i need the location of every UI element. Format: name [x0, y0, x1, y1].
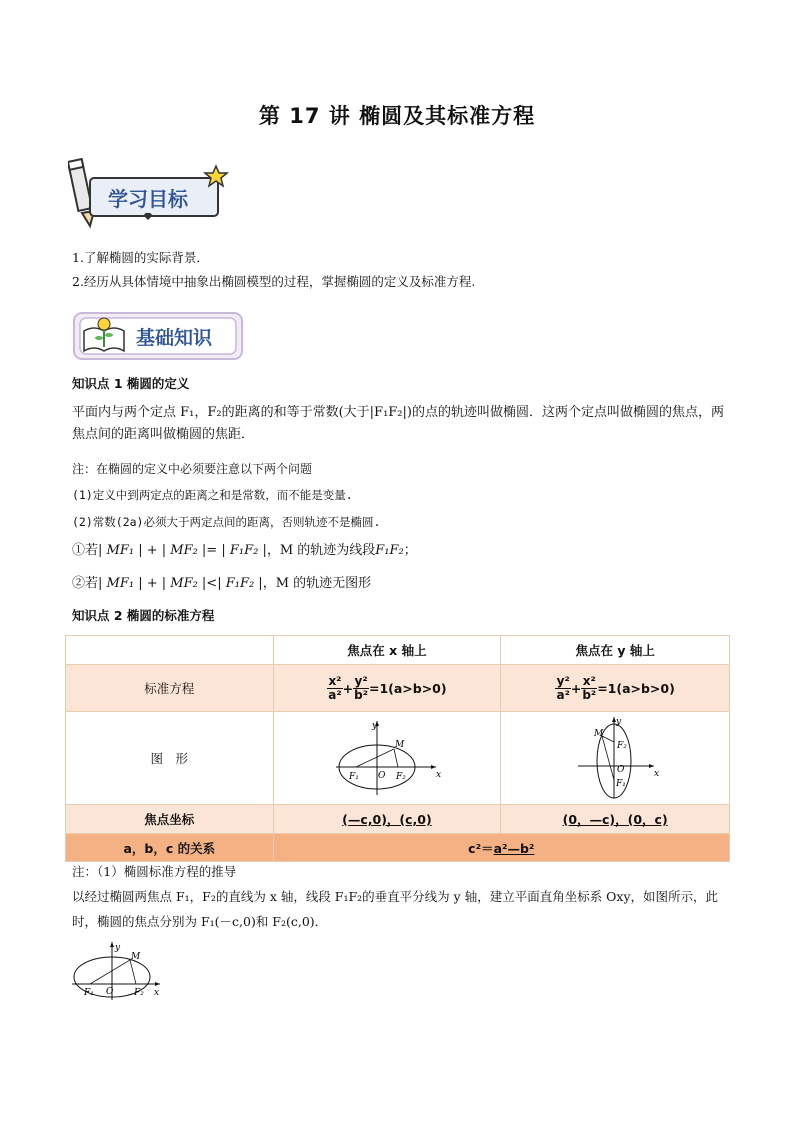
denominator: a² [328, 687, 342, 702]
numerator: x² [328, 673, 342, 688]
fig-x-cell [273, 712, 501, 805]
table-corner [66, 636, 274, 665]
point-m-label: M [394, 739, 405, 750]
row-foci-label: 焦点坐标 [66, 805, 274, 834]
plus: + [342, 680, 354, 696]
f1-label: F₁ [616, 778, 626, 789]
ellipse-y-figure [570, 714, 660, 800]
learning-goals-banner [68, 158, 233, 230]
banner-knowledge-label: 基础知识 [136, 327, 213, 349]
fraction [581, 675, 597, 702]
point-m-label: M [131, 952, 141, 962]
fraction [555, 675, 570, 702]
fig-y-cell [501, 712, 730, 805]
f2-label: F₂ [134, 988, 144, 998]
y-axis-label: y [616, 716, 622, 727]
point-m-label: M [594, 728, 604, 739]
x-axis-label: x [654, 768, 660, 779]
derivation-figure [70, 940, 162, 1002]
table-row [66, 712, 730, 805]
table-row [66, 834, 730, 862]
note-1: (1)定义中到两定点的距离之和是常数，而不能是变量. [72, 488, 353, 502]
foci-x-value: (—c,0)，(c,0) [273, 805, 501, 834]
row-eq-label: 标准方程 [66, 665, 274, 712]
kp1-heading: 知识点 1 椭圆的定义 [72, 376, 190, 391]
f2-label: F₂ [617, 740, 627, 751]
col-x-header: 焦点在 x 轴上 [273, 636, 501, 665]
plus: + [570, 680, 582, 696]
denominator: a² [556, 687, 570, 702]
case-1-suffix: ，M 的轨迹为线段 [266, 543, 376, 558]
table-row [66, 805, 730, 834]
banner-goals-label: 学习目标 [108, 187, 188, 211]
col-y-header: 焦点在 y 轴上 [501, 636, 730, 665]
case-2-suffix: ，M 的轨迹无图形 [262, 576, 372, 591]
case-1 [72, 542, 417, 560]
rel-value [273, 834, 729, 862]
case-1-segment: F₁F₂ [375, 543, 404, 558]
case-1-formula: | MF₁ | + | MF₂ |= | F₁F₂ | [98, 543, 267, 558]
fraction [327, 675, 342, 702]
origin-label: O [106, 987, 114, 997]
origin-label: O [377, 770, 386, 781]
eq-x-cell [273, 665, 501, 712]
goal-1: 1.了解椭圆的实际背景． [72, 250, 209, 265]
numerator: x² [582, 673, 596, 688]
derivation-paragraph: 以经过椭圆两焦点 F₁，F₂的直线为 x 轴，线段 F₁F₂的垂直平分线为 y 轴，建立平面直角坐标系 Oxy，如图所示，此时，椭圆的焦点分别为 F₁(－c,0)和 F₂(c,0)． [72, 889, 719, 929]
goal-2: 2.经历从具体情境中抽象出椭圆模型的过程，掌握椭圆的定义及标准方程. [72, 274, 476, 289]
y-axis-label: y [371, 720, 378, 731]
kp2-heading: 知识点 2 椭圆的标准方程 [72, 608, 215, 623]
fraction [353, 675, 369, 702]
ellipse-standard-table [65, 635, 730, 862]
x-axis-label: x [154, 988, 160, 998]
y-axis-label: y [115, 943, 121, 953]
f1-label: F₁ [84, 988, 94, 998]
kp1-definition: 平面内与两个定点 F₁，F₂的距离的和等于常数(大于|F₁F₂|)的点的轨迹叫做椭圆．这两个定点叫做椭圆的焦点，两焦点间的距离叫做椭圆的焦距． [72, 405, 724, 442]
eq-rhs: =1(a>b>0) [597, 680, 675, 696]
note-intro: 注：在椭圆的定义中必须要注意以下两个问题 [72, 462, 313, 476]
page-title: 第 17 讲 椭圆及其标准方程 [258, 104, 536, 128]
origin-label: O [617, 764, 625, 775]
rel-lhs: c²＝ [468, 840, 494, 856]
note-2: (2)常数(2a)必须大于两定点间的距离，否则轨迹不是椭圆. [72, 515, 381, 529]
case-1-end: ； [403, 543, 417, 558]
case-2-formula: | MF₁ | + | MF₂ |<| F₁F₂ | [98, 576, 263, 591]
denominator: b² [582, 687, 597, 702]
numerator: y² [354, 673, 368, 688]
numerator: y² [556, 673, 570, 688]
x-axis-label: x [435, 769, 442, 780]
row-fig-label: 图 形 [66, 712, 274, 805]
heart-icon [144, 213, 152, 220]
f2-label: F₂ [395, 771, 406, 782]
eq-y-cell [501, 665, 730, 712]
denominator: b² [354, 687, 368, 702]
rel-rhs: a²—b² [493, 840, 535, 856]
basic-knowledge-banner [72, 311, 244, 361]
eq-rhs: =1(a>b>0) [368, 680, 447, 696]
case-1-prefix: ①若 [72, 543, 99, 558]
case-2 [72, 575, 371, 593]
note-derivation: 注：（1）椭圆标准方程的推导 [72, 864, 237, 879]
table-row [66, 636, 730, 665]
foci-y-value: (0，—c)，(0，c) [501, 805, 730, 834]
row-rel-label: a，b，c 的关系 [66, 834, 274, 862]
ellipse-x-figure [332, 717, 442, 797]
case-2-prefix: ②若 [72, 576, 99, 591]
table-row [66, 665, 730, 712]
f1-label: F₁ [348, 771, 359, 782]
